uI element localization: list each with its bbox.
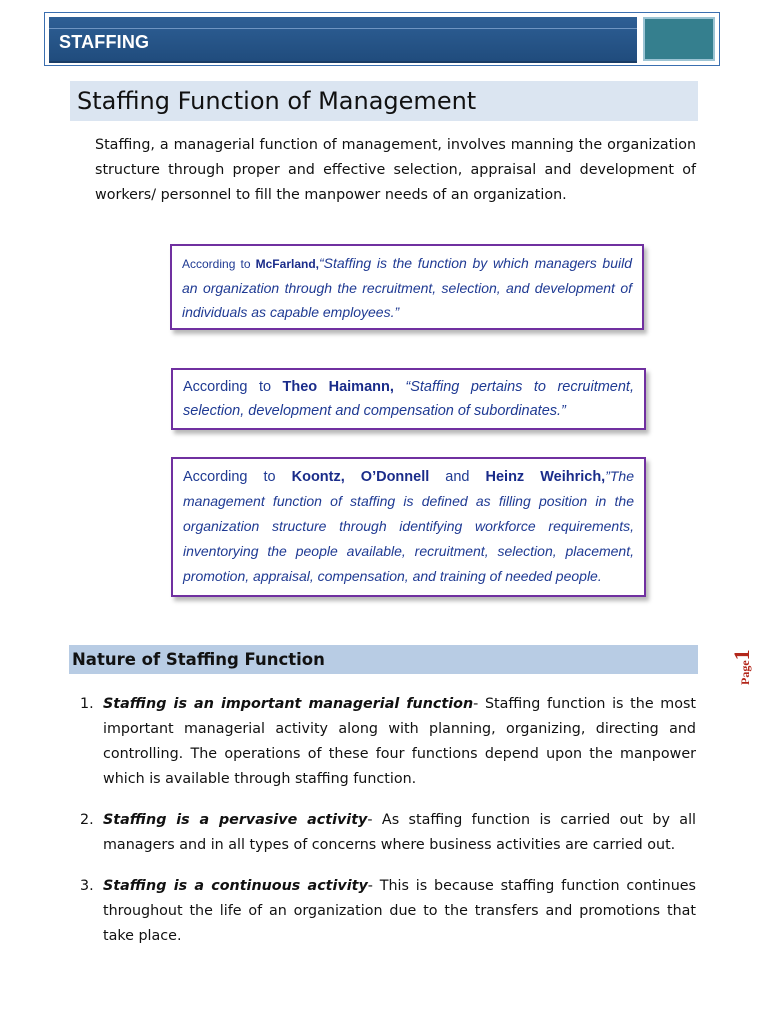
section-heading-staffing-function: Staffing Function of Management [70,81,698,121]
list-number: 2. [80,812,94,828]
header-title: STAFFING [59,32,150,52]
quote-box-koontz [171,457,646,597]
header-accent-box [643,17,715,61]
quote-box-mcfarland [170,244,644,330]
list-item-title: Staffing is a continuous activity [103,878,368,894]
quote-text: “Staffing pertains to recruitment, selection, development and compensation of subordinates.” [183,379,634,419]
page-header [44,12,720,66]
list-item [80,874,696,949]
quote-author: Koontz, O’Donnell [291,469,430,485]
page-number-mark [729,637,754,685]
section-heading-nature: Nature of Staffing Function [69,645,698,674]
list-item [80,692,696,792]
quote-author: McFarland, [255,257,319,271]
list-item-text: - This is because staffing function continues throughout the life of an organization due to the transfers and promotions that take place. [103,878,696,944]
quote-box-haimann [171,368,646,430]
quote-author-2: Heinz Weihrich, [485,469,606,485]
intro-paragraph: Staffing, a managerial function of management, involves manning the organization structure through proper and effective selection, appraisal and development of workers/ personnel to fill the manpower needs of an organization. [95,137,696,203]
list-item-title: Staffing is a pervasive activity [103,812,368,828]
nature-list [80,692,696,965]
list-number: 3. [80,878,94,894]
quote-text: ”The management function of staffing is defined as filling position in the organization structure through identifying workforce requirements, inventorying the people available, recruitment, selection, placement, promotion, appraisal, compensation, and training of needed people. [183,468,634,584]
page-label: Page [738,660,752,685]
quote-conjunction: and [429,469,486,485]
header-banner [49,17,637,63]
quote-intro: According to [183,469,292,485]
list-item-text: - Staffing function is the most important managerial activity along with planning, organizing, directing and controlling. The operations of these four functions depend upon the manpower which is available through staffing function. [103,696,696,787]
list-item-text: - As staffing function is carried out by all managers and in all types of concerns where business activities are carried out. [103,812,697,853]
quote-author: Theo Haimann, [282,379,394,395]
quote-text: “Staffing is the function by which managers build an organization through the recruitment, selection, and development of individuals as capable employees.” [182,255,632,320]
page-number: 1 [729,649,754,661]
header-rule [49,28,637,29]
quote-intro: According to [183,379,283,395]
list-item [80,808,696,858]
quote-intro: According to [182,257,256,271]
list-item-title: Staffing is an important managerial function [103,696,474,712]
list-number: 1. [80,696,94,712]
